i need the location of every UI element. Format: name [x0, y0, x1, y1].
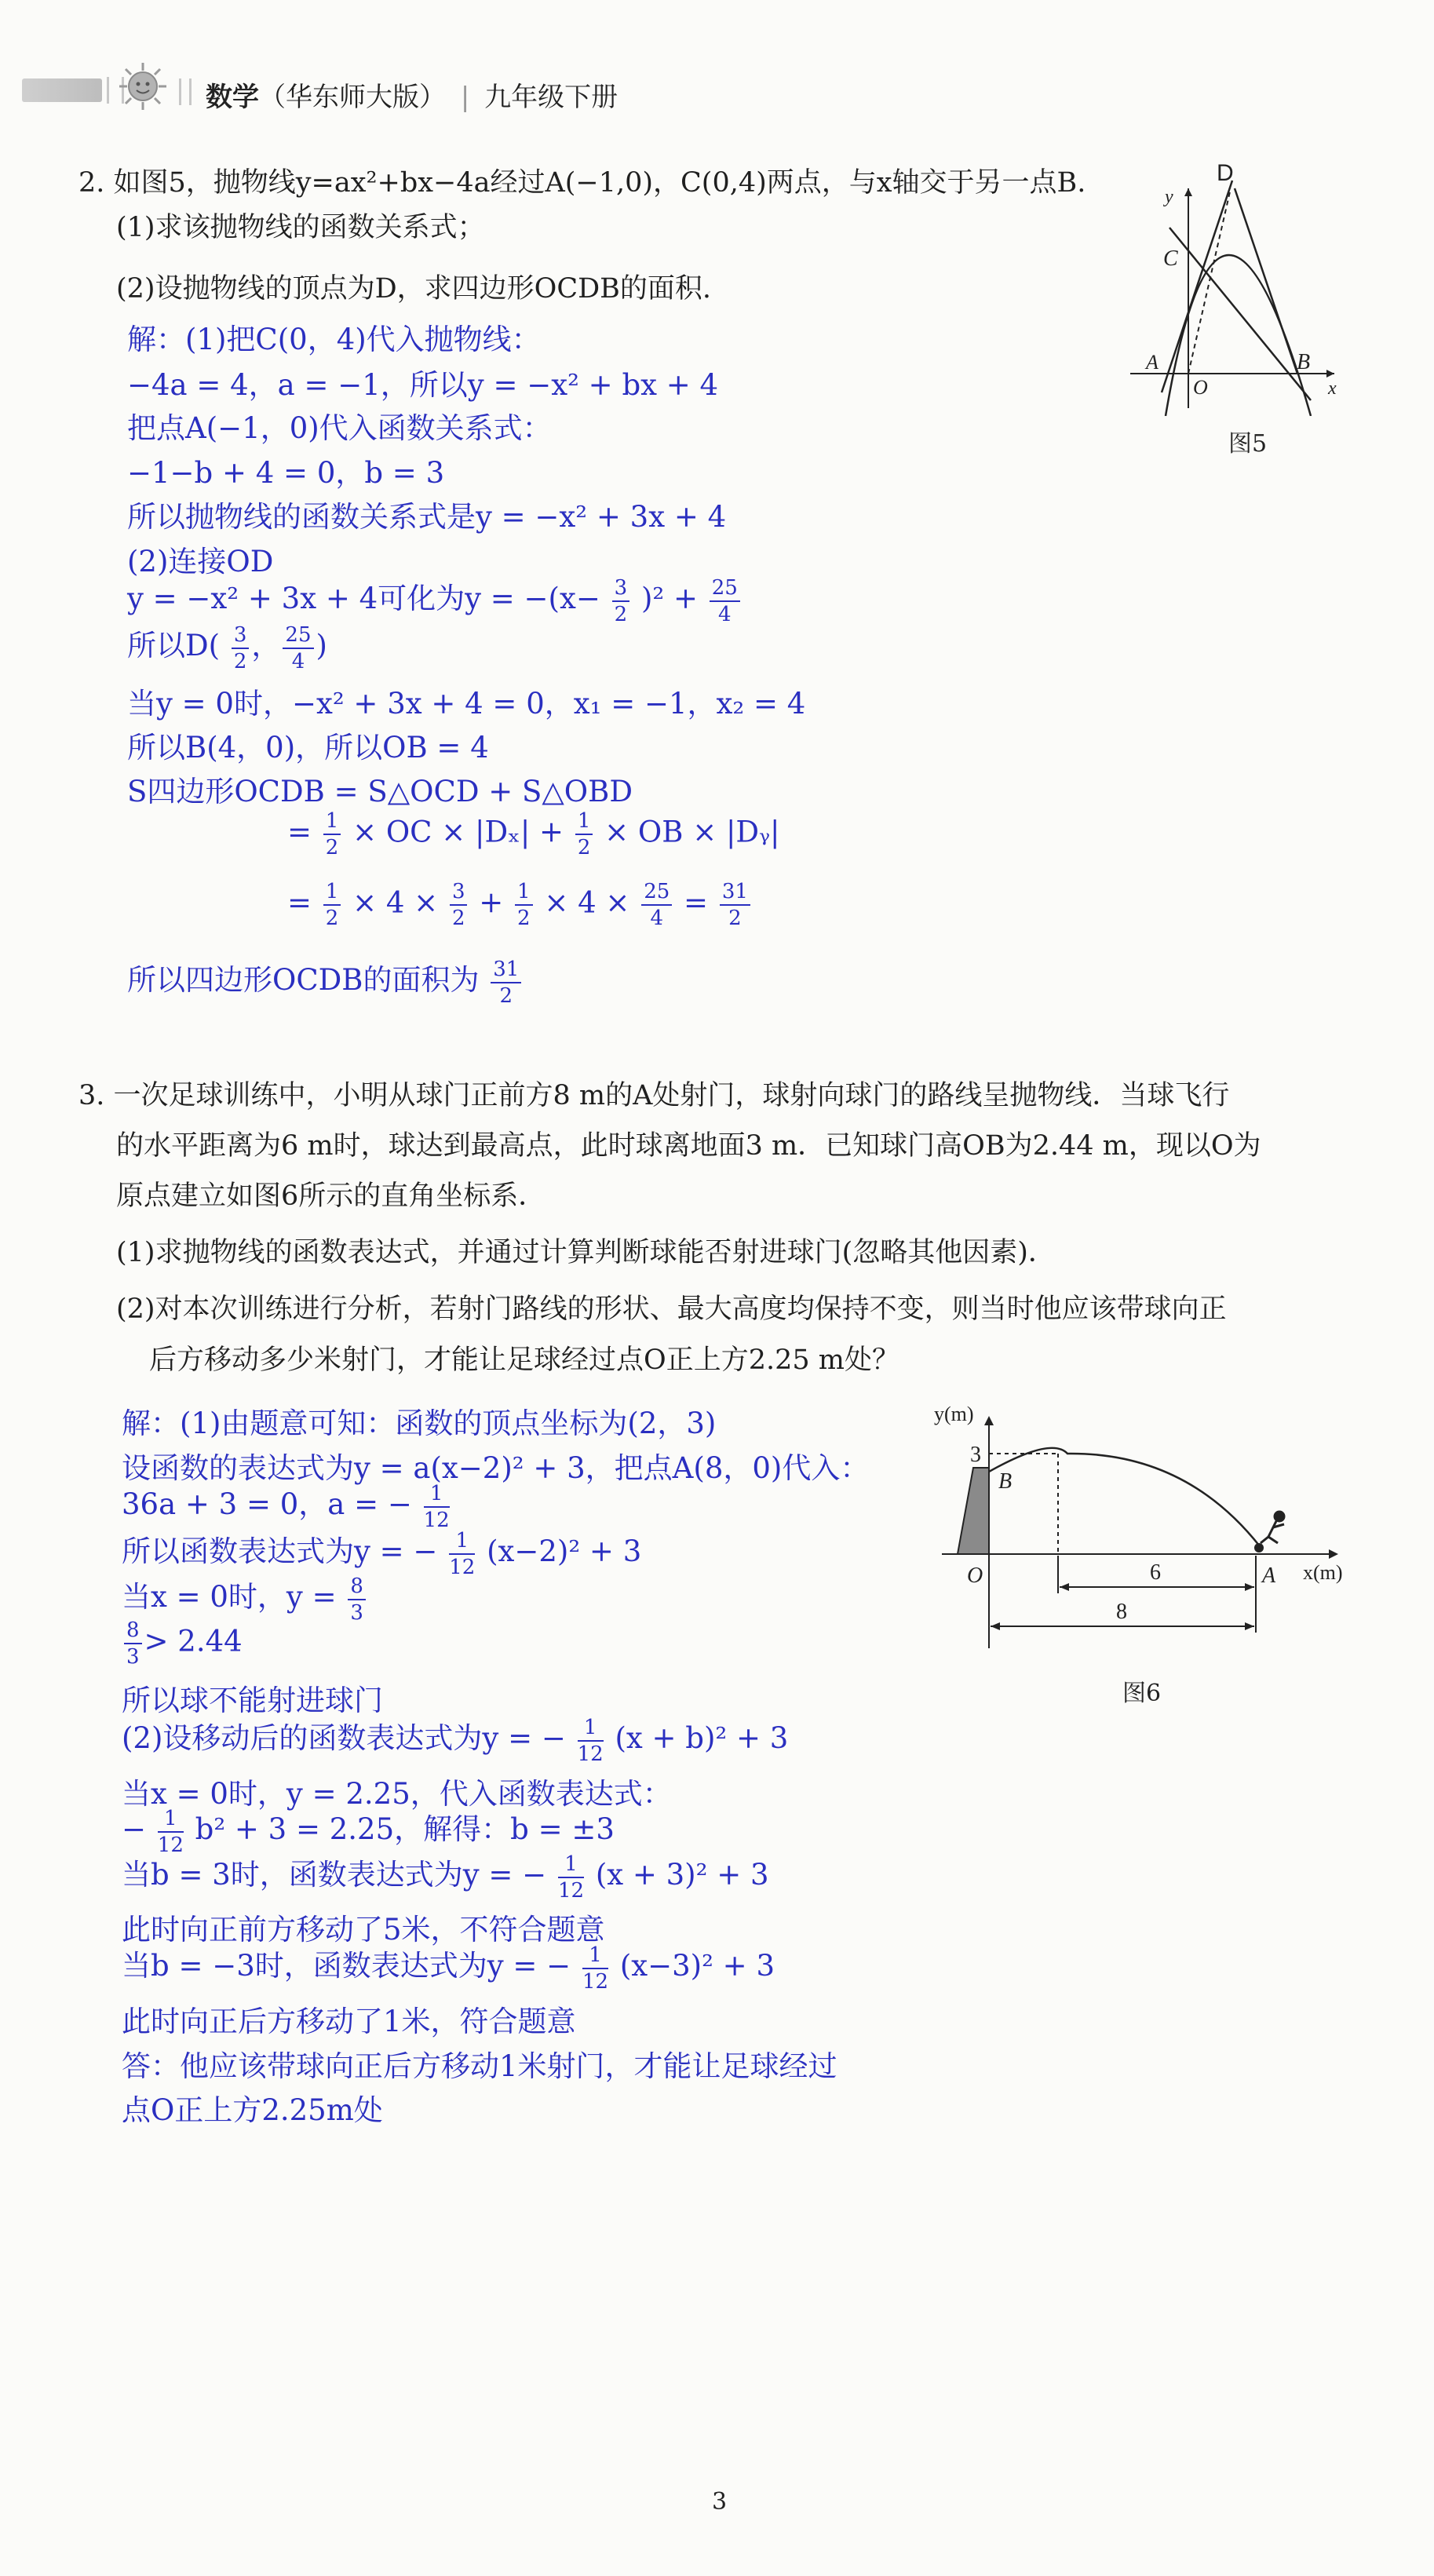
fig5-label-B: B	[1297, 350, 1311, 374]
fig5-label-C: C	[1163, 246, 1178, 271]
p2-answer-line5: 所以抛物线的函数关系式是y = −x² + 3x + 4	[127, 500, 727, 534]
p2-answer-vertex-D: 所以D( $\frac{3}{2}$ ， $\frac{25}{4}$ )	[127, 622, 327, 673]
p3-answer-line15: 答：他应该带球向正后方移动1米射门，才能让足球经过	[122, 2049, 837, 2083]
p2-answer-line4: −1−b + 4 = 0，b = 3	[127, 456, 445, 490]
fig6-runner-icon	[1261, 1512, 1284, 1543]
fig6-trajectory	[989, 1448, 1260, 1546]
figure5-caption: 图5	[1228, 430, 1268, 458]
header-subject: 数学	[206, 82, 259, 113]
figure6-trajectory-graph	[910, 1389, 1381, 1664]
p3-answer-line11: 当b = 3时，函数表达式为y = − $\frac{1}{12}$ (x + 3)² + 3	[122, 1852, 769, 1903]
p3-answer-line6: $\frac{8}{3}$ > 2.44	[122, 1620, 243, 1667]
fig6-label-x: x(m)	[1303, 1561, 1343, 1584]
fraction-3-over-2: $\frac{3}{2}$	[612, 578, 630, 625]
fraction-25-over-4: $\frac{25}{4}$	[710, 578, 740, 625]
fig6-goal-post	[958, 1468, 989, 1554]
p3-answer-line8: (2)设移动后的函数表达式为y = − $\frac{1}{12}$ (x + b)² + 3	[122, 1715, 789, 1766]
fig6-label-8: 8	[1116, 1600, 1127, 1624]
fig6-label-6: 6	[1150, 1560, 1161, 1585]
problem3-part2-line2: 后方移动多少米射门，才能让足球经过点O正上方2.25 m处？	[149, 1345, 899, 1376]
fig5-line-OD	[1188, 188, 1231, 374]
fig6-label-A: A	[1262, 1563, 1276, 1588]
fig6-label-3: 3	[970, 1443, 981, 1467]
p2-answer-area-step2: = $\frac{1}{2}$ × 4 × $\frac{3}{2}$ + $\frac{1}{2}$ × 4 × $\frac{25}{4}$ = $\frac{31}{2}$	[287, 881, 753, 929]
header-decoration-bar	[22, 78, 102, 102]
figure6-caption: 图6	[1122, 1680, 1162, 1707]
sun-mascot-icon	[118, 61, 168, 111]
header-title	[206, 75, 618, 114]
p2-answer-conclusion: 所以四边形OCDB的面积为 $\frac{31}{2}$	[127, 956, 524, 1006]
p3-answer-line10: − $\frac{1}{12}$ b² + 3 = 2.25，解得：b = ±3	[122, 1806, 615, 1857]
p3-answer-line3: 36a + 3 = 0，a = − $\frac{1}{12}$	[122, 1481, 450, 1532]
problem2-stem: 2. 如图5，抛物线y=ax²+bx−4a经过A(−1,0)，C(0,4)两点，与x轴交于另一点B.	[78, 167, 1086, 199]
header-edition: （华东师大版）	[259, 82, 446, 113]
p3-answer-line12: 此时向正前方移动了5米，不符合题意	[122, 1913, 605, 1947]
problem3-part2-line1: (2)对本次训练进行分析，若射门路线的形状、最大高度均保持不变，则当时他应该带球向正	[116, 1293, 1227, 1325]
page-number: 3	[712, 2488, 728, 2516]
header-separator-marks-2	[179, 78, 192, 105]
p2-answer-line2: −4a = 4，a = −1，所以y = −x² + bx + 4	[127, 368, 719, 402]
fig5-label-D: D	[1217, 160, 1234, 186]
p2-answer-line6: (2)连接OD	[127, 545, 274, 578]
p3-answer-line4: 所以函数表达式为y = − $\frac{1}{12}$ (x−2)² + 3	[122, 1528, 642, 1579]
p2-answer-area-def: S四边形OCDB = S△OCD + S△OBD	[127, 775, 633, 808]
problem3-stem-line3: 原点建立如图6所示的直角坐标系．	[116, 1180, 546, 1212]
p2-answer-vertex-form: y = −x² + 3x + 4可化为y = −(x− $\frac{3}{2}$ )² + $\frac{25}{4}$	[127, 575, 743, 625]
figure5-parabola-graph	[1122, 157, 1381, 416]
fig5-label-x: x	[1328, 378, 1337, 399]
header-separator: |	[460, 82, 470, 113]
fig5-label-y: y	[1165, 187, 1173, 207]
p3-answer-line1: 解：(1)由题意可知：函数的顶点坐标为(2，3)	[122, 1407, 717, 1440]
fig5-line-AD	[1162, 181, 1232, 392]
p2-answer-line3: 把点A(−1，0)代入函数关系式：	[127, 411, 552, 445]
problem3-stem-line2: 的水平距离为6 m时，球达到最高点，此时球离地面3 m．已知球门高OB为2.44 m，现以O为	[116, 1130, 1261, 1162]
fig6-label-B: B	[998, 1469, 1013, 1494]
fig6-label-O: O	[967, 1563, 983, 1588]
fig6-ball	[1254, 1543, 1264, 1553]
header-grade: 九年级下册	[484, 82, 618, 113]
fig6-label-y: y(m)	[934, 1403, 974, 1425]
p3-answer-line5: 当x = 0时，y = $\frac{8}{3}$	[122, 1573, 368, 1623]
problem2-part1: (1)求该抛物线的函数关系式；	[116, 212, 485, 243]
p3-answer-line13: 当b = −3时，函数表达式为y = − $\frac{1}{12}$ (x−3)² + 3	[122, 1943, 775, 1994]
problem3-stem-line1: 3. 一次足球训练中，小明从球门正前方8 m的A处射门，球射向球门的路线呈抛物线．当球飞行	[78, 1080, 1230, 1111]
p3-answer-line7: 所以球不能射进球门	[122, 1684, 383, 1717]
problem3-part1: (1)求抛物线的函数表达式，并通过计算判断球能否射进球门(忽略其他因素)．	[116, 1237, 1056, 1268]
p3-answer-line14: 此时向正后方移动了1米，符合题意	[122, 2005, 576, 2038]
p2-answer-OB: 所以B(4，0)，所以OB = 4	[127, 731, 489, 764]
p3-answer-line16: 点O正上方2.25m处	[122, 2093, 383, 2127]
p2-answer-line1: 解：(1)把C(0，4)代入抛物线：	[127, 323, 541, 356]
fig5-label-A: A	[1146, 351, 1159, 374]
p3-answer-line2: 设函数的表达式为y = a(x−2)² + 3，把点A(8，0)代入：	[122, 1451, 870, 1485]
p2-answer-roots: 当y = 0时，−x² + 3x + 4 = 0，x₁ = −1，x₂ = 4	[127, 687, 806, 721]
p2-answer-area-step1: = $\frac{1}{2}$ × OC × |Dₓ| + $\frac{1}{2}$ × OB × |Dᵧ|	[287, 809, 780, 859]
fig5-label-O: O	[1193, 376, 1208, 399]
problem2-part2: (2)设抛物线的顶点为D，求四边形OCDB的面积.	[116, 273, 712, 305]
p3-answer-line9: 当x = 0时，y = 2.25，代入函数表达式：	[122, 1777, 672, 1811]
fig5-parabola	[1166, 255, 1311, 416]
